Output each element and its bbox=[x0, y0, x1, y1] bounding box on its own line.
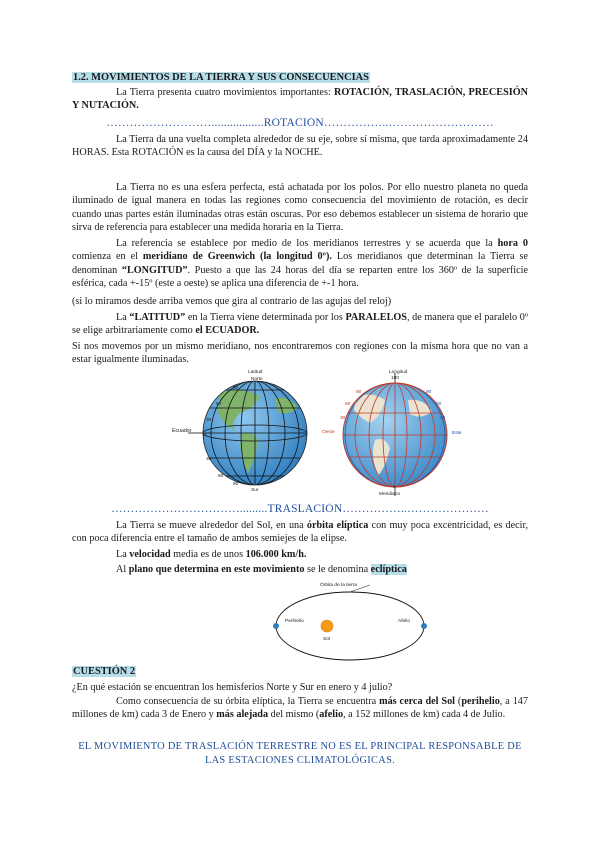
rotacion-p5: La “LATITUD” en la Tierra viene determinada por los PARALELOS, de manera que el paralelo 0º se elige arbitrariamente como el ECUADOR. bbox=[72, 312, 528, 337]
intro-bold: ROTACIÓN, TRASLACIÓN, PRECESIÓN Y NUTACIÓN. bbox=[72, 87, 528, 112]
lon-label-3: 30 bbox=[440, 416, 446, 421]
rotacion-header: ……………………….................ROTACIÓN……………..……………………… bbox=[106, 117, 494, 129]
lat-label-0: 90 bbox=[233, 386, 239, 391]
lat-label-3: 0 bbox=[203, 433, 206, 438]
orbit-label: Órbita de la tierra bbox=[320, 583, 358, 588]
lat-label-4: 30 bbox=[206, 457, 212, 462]
intro-paragraph bbox=[72, 86, 528, 113]
globes-figure bbox=[170, 368, 470, 503]
cuestion-answer: Como consecuencia de su órbita elíptica, la Tierra se encuentra más cerca del Sol (perihelio, a 147 millones de km) cada 3 de Enero y más alejada del mismo (afelio, a 152 millones de km) cada 4 de Julio. bbox=[72, 696, 528, 721]
lon-0-label: 0 bbox=[393, 485, 396, 490]
rotacion-p3: La referencia se establece por medio de los meridianos terrestres y se acuerda que la hora 0 comienza en el meridiano de Greenwich (la longitud 0º). Los meridianos que determinan la Tierra se denominan “LONGITUD”. Puesto a que las 24 horas del día se reparten entre los 360º de la superficie esférica, cada +-15º (este a oeste) se aplica una diferencia de +-1 hora. bbox=[72, 238, 529, 290]
longitud-label: Longitud bbox=[389, 370, 408, 375]
lon-label-1: 60 bbox=[345, 402, 351, 407]
cuestion-title: CUESTIÓN 2 bbox=[73, 666, 136, 677]
lon-180-label: 180 bbox=[391, 376, 400, 381]
cuestion-question: ¿En qué estación se encuentran los hemisferios Norte y Sur en enero y 4 julio? bbox=[72, 682, 393, 693]
lat-label-1: 60 bbox=[216, 402, 222, 407]
lon-label-5: 90 bbox=[426, 390, 432, 395]
norte-label: Norte bbox=[251, 377, 263, 382]
afelio-label: Afelio bbox=[398, 619, 410, 624]
traslacion-p3: Al plano que determina en este movimiento se le denomina eclíptica bbox=[116, 564, 407, 575]
perihelio-label: Perihelio bbox=[285, 619, 304, 624]
rotacion-p6: Si nos movemos por un mismo meridiano, nos encontraremos con regiones con la misma hora que no van a estar igualmente iluminadas. bbox=[72, 341, 528, 366]
oeste-label: Oeste bbox=[322, 430, 335, 435]
sur-label: Sur bbox=[251, 488, 259, 493]
sol-label: Sol bbox=[323, 637, 330, 642]
este-label: Este bbox=[452, 431, 462, 436]
traslacion-p1: La Tierra se mueve alrededor del Sol, en una órbita elíptica con muy poca excentricidad, es decir, con poca diferencia entre el tamaño de ambos semiejes de la elipse. bbox=[72, 520, 528, 545]
latitud-label: Latitud bbox=[248, 370, 263, 375]
traslacion-p2: La velocidad media es de unos 106.000 km/h. bbox=[116, 549, 307, 560]
lon-label-4: 60 bbox=[436, 402, 442, 407]
traslacion-header: …………………………….........TRASLACIÓN……………..………………… bbox=[111, 503, 489, 515]
lat-label-5: 60 bbox=[218, 474, 224, 479]
rotacion-p4: (si lo miramos desde arriba vemos que gira al contrario de las agujas del reloj) bbox=[72, 296, 392, 307]
lon-label-0: 90 bbox=[356, 390, 362, 395]
meridiano-label: Meridiano bbox=[379, 492, 401, 497]
ecuador-label: Ecuador bbox=[172, 428, 192, 434]
closing-statement: EL MOVIMIENTO DE TRASLACIÓN TERRESTRE NO ES EL PRINCIPAL RESPONSABLE DE LAS ESTACIONES CLIMATOLÓGICAS. bbox=[78, 741, 522, 766]
lon-label-2: 30 bbox=[340, 416, 346, 421]
lat-label-2: 30 bbox=[206, 418, 212, 423]
rotacion-p2: La Tierra no es una esfera perfecta, está achatada por los polos. Por ello nuestro planeta no queda iluminado de igual manera en todas las regiones como consecuencia del movimiento de rotación, es decir cuando unas partes están iluminadas otras están oscuras. Por eso debemos establecer un sistema de horario que sirva de referencia para establecer una medida horaria en la Tierra. bbox=[72, 182, 528, 234]
section-title: 1.2. MOVIMIENTOS DE LA TIERRA Y SUS CONSECUENCIAS bbox=[73, 72, 369, 83]
lat-label-6: 90 bbox=[233, 482, 239, 487]
rotacion-p1: La Tierra da una vuelta completa alrededor de su eje, sobre sí misma, que tarda aproximadamente 24 HORAS. Esta ROTACIÓN es la causa del DÍA y la NOCHE. bbox=[72, 134, 528, 159]
intro-text: La Tierra presenta cuatro movimientos importantes: bbox=[116, 87, 334, 98]
